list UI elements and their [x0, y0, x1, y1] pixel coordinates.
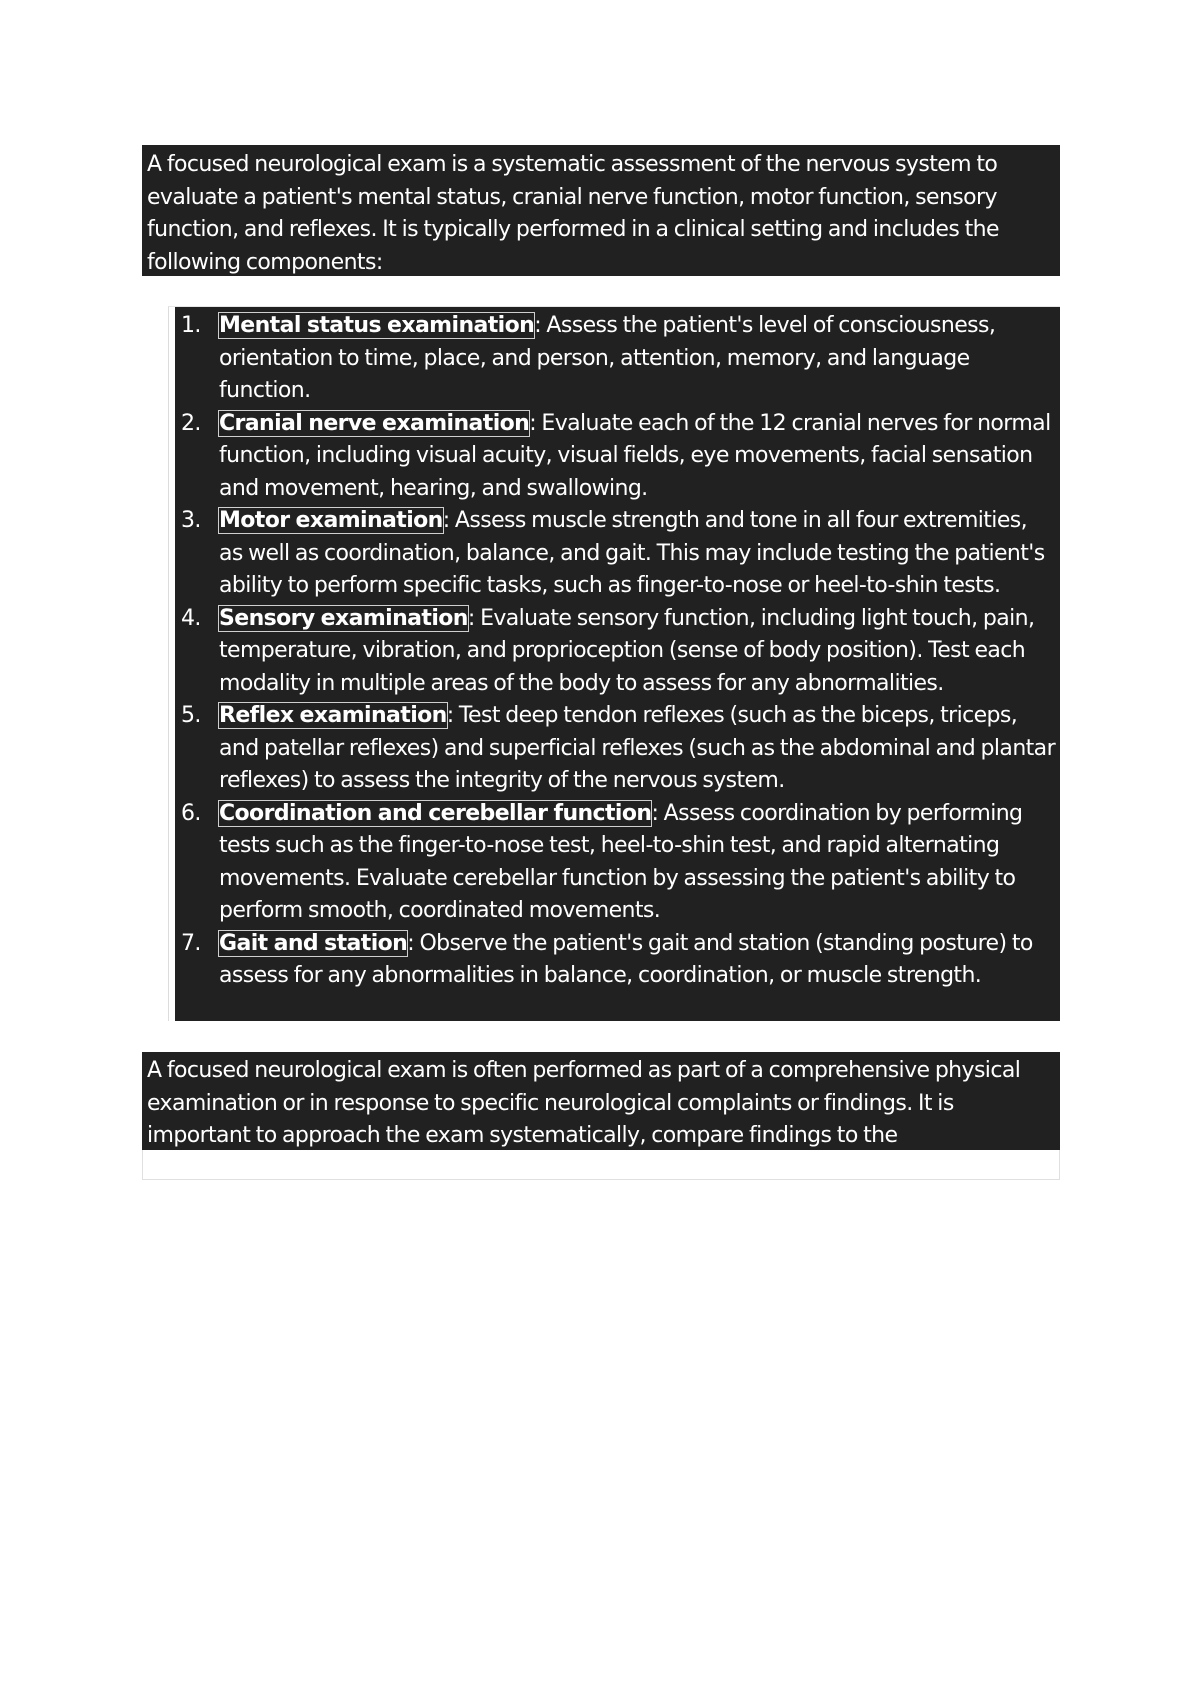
components-list-block — [175, 307, 1060, 1021]
list-item — [175, 928, 1056, 993]
item-term: Motor examination — [219, 508, 443, 533]
item-text: : Assess the patient's level of consciousness, orientation to time, place, and person, attention, memory, and language function. — [219, 313, 996, 403]
intro-paragraph: A focused neurological exam is a systematic assessment of the nervous system to evaluate a patient's mental status, cranial nerve function, motor function, sensory function, and reflexes. It is typically performed in a clinical setting and includes the following components: — [142, 145, 1060, 276]
list-item — [175, 505, 1056, 603]
item-text: : Evaluate each of the 12 cranial nerves for normal function, including visual acuity, visual fields, eye movements, facial sensation and movement, hearing, and swallowing. — [219, 410, 1051, 501]
list-item — [175, 603, 1056, 701]
list-item — [175, 700, 1056, 798]
item-term: Coordination and cerebellar function — [219, 800, 652, 826]
components-list — [175, 310, 1056, 993]
outro-paragraph: A focused neurological exam is often performed as part of a comprehensive physical examination or in response to specific neurological complaints or findings. It is important to approach the exam systematically, compare findings to the — [142, 1052, 1060, 1150]
item-term: Sensory examination — [219, 605, 468, 631]
item-number: 5. — [181, 703, 201, 728]
item-number: 2. — [181, 410, 201, 436]
item-number: 7. — [181, 930, 201, 956]
list-item — [175, 798, 1056, 928]
item-term: Gait and station — [219, 930, 408, 956]
item-text: : Assess coordination by performing tests such as the finger-to-nose test, heel-to-shin test, and rapid alternating movements. Evaluate cerebellar function by assessing the patient's ability to perform smooth, coordinated movements. — [219, 800, 1023, 923]
item-term: Mental status examination — [219, 313, 535, 338]
item-number: 1. — [181, 313, 201, 338]
item-number: 4. — [181, 605, 201, 631]
item-text: : Test deep tendon reflexes (such as the biceps, triceps, and patellar reflexes) and superficial reflexes (such as the abdominal and plantar reflexes) to assess the integrity of the nervous system. — [219, 703, 1056, 793]
item-number: 6. — [181, 800, 201, 826]
list-item — [175, 310, 1056, 408]
outro-empty-area — [142, 1150, 1060, 1180]
item-term: Cranial nerve examination — [219, 410, 530, 436]
item-number: 3. — [181, 508, 201, 533]
list-item — [175, 408, 1056, 506]
item-term: Reflex examination — [219, 703, 447, 728]
item-text: : Evaluate sensory function, including light touch, pain, temperature, vibration, and proprioception (sense of body position). Test each modality in multiple areas of the body to assess for any abnormalities. — [219, 605, 1035, 696]
item-text: : Observe the patient's gait and station (standing posture) to assess for any abnormalities in balance, coordination, or muscle strength. — [219, 930, 1033, 988]
item-text: : Assess muscle strength and tone in all four extremities, as well as coordination, balance, and gait. This may include testing the patient's ability to perform specific tasks, such as finger-to-nose or heel-to-shin tests. — [219, 508, 1045, 598]
